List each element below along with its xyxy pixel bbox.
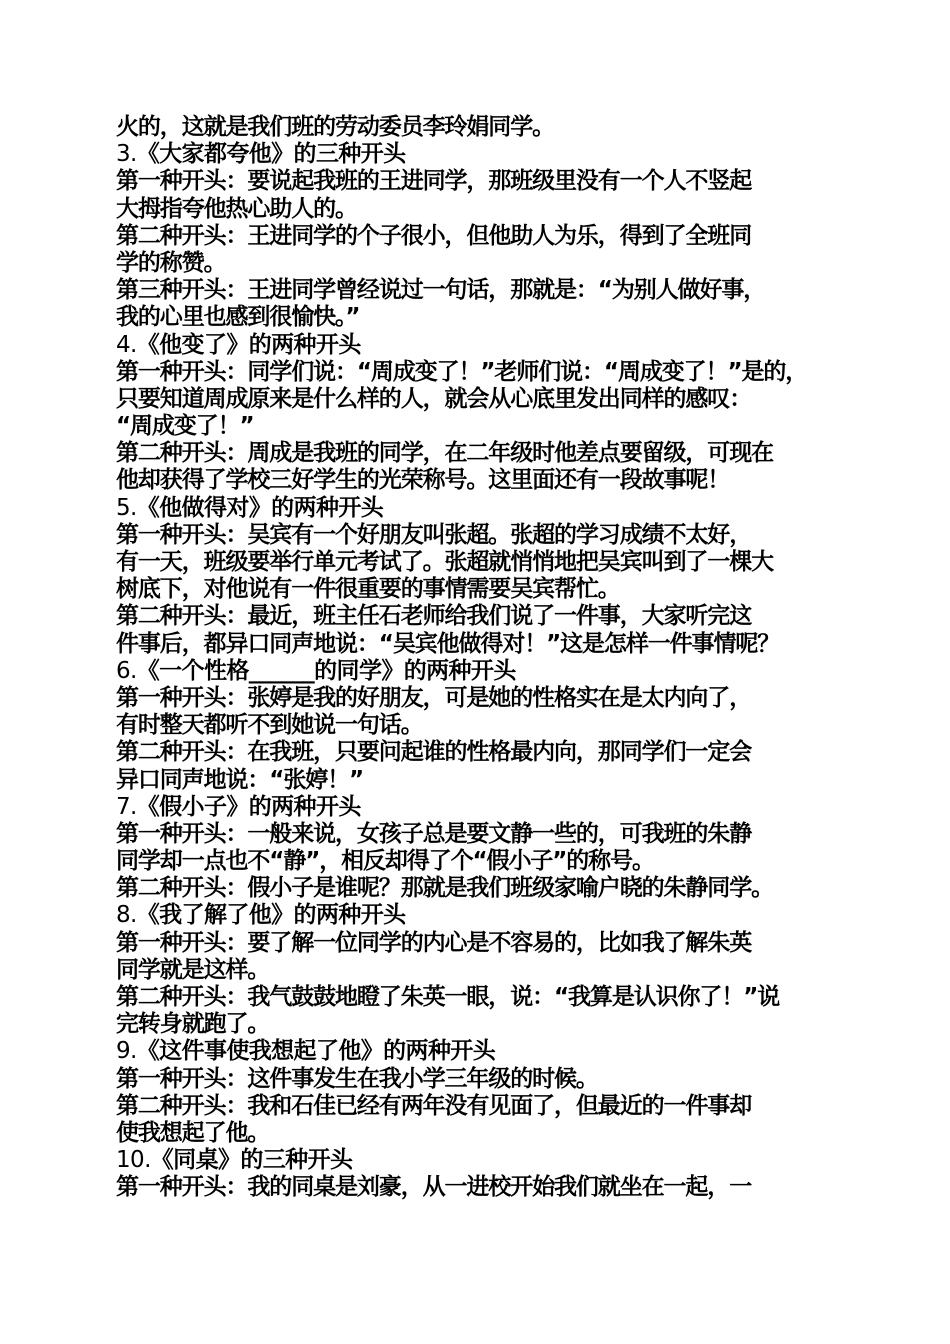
text-line: 只要知道周成原来是什么样的人，就会从心底里发出同样的感叹： <box>116 385 752 412</box>
section-number: 10. <box>116 1147 151 1174</box>
text-line: 第一种开头：要说起我班的王进同学，那班级里没有一个人不竖起 <box>116 168 752 195</box>
section-heading <box>116 902 846 929</box>
section-heading <box>116 658 846 685</box>
text-line: 树底下，对他说有一件很重要的事情需要吴宾帮忙。 <box>116 576 620 603</box>
text-line: 第二种开头：最近，班主任石老师给我们说了一件事，大家听完这 <box>116 603 752 630</box>
section-heading <box>116 1147 846 1174</box>
text-line: 第二种开头：在我班，只要问起谁的性格最内向，那同学们一定会 <box>116 739 752 766</box>
text-line: 第二种开头：周成是我班的同学，在二年级时他差点要留级，可现在 <box>116 440 774 467</box>
section-title: 《他做得对》的两种开头 <box>136 494 384 521</box>
section-number: 3. <box>116 141 137 168</box>
text-line: 第一种开头：吴宾有一个好朋友叫张超。张超的学习成绩不太好， <box>116 521 752 548</box>
text-line: 第二种开头：我和石佳已经有两年没有见面了，但最近的一件事却 <box>116 1092 752 1119</box>
text-line: 同学却一点也不“静”，相反却得了个“假小子”的称号。 <box>116 848 654 875</box>
text-line: 完转身就跑了。 <box>116 1011 270 1038</box>
section-title: 《一个性格______的同学》的两种开头 <box>136 657 516 684</box>
section-heading <box>116 794 846 821</box>
text-line: 第二种开头：王进同学的个子很小，但他助人为乐，得到了全班同 <box>116 222 752 249</box>
text-line: 异口同声地说：“张婷！” <box>116 766 364 793</box>
section-number: 8. <box>116 902 137 929</box>
text-line: 第一种开头：我的同桌是刘豪，从一进校开始我们就坐在一起，一 <box>116 1174 752 1201</box>
section-heading <box>116 495 846 522</box>
section-heading <box>116 141 846 168</box>
section-heading <box>116 1038 846 1065</box>
text-line: 第一种开头：这件事发生在我小学三年级的时候。 <box>116 1065 598 1092</box>
text-line: 第一种开头：一般来说，女孩子总是要文静一些的，可我班的朱静 <box>116 820 752 847</box>
text-line: 同学就是这样。 <box>116 956 270 983</box>
section-title: 《我了解了他》的两种开头 <box>136 902 406 929</box>
text-line: 第一种开头：同学们说：“周成变了！”老师们说：“周成变了！”是的， <box>116 358 808 385</box>
text-line: 第三种开头：王进同学曾经说过一句话，那就是：“为别人做好事， <box>116 277 766 304</box>
text-line: “周成变了！” <box>116 413 254 440</box>
section-heading <box>116 332 846 359</box>
section-number: 6. <box>116 657 137 684</box>
text-line: 有一天，班级要举行单元考试了。张超就悄悄地把吴宾叫到了一棵大 <box>116 549 774 575</box>
text-line: 件事后，都异口同声地说：“吴宾他做得对！”这是怎样一件事情呢？ <box>116 630 780 657</box>
text-line: 第一种开头：要了解一位同学的内心是不容易的，比如我了解朱英 <box>116 929 752 956</box>
section-title: 《假小子》的两种开头 <box>136 793 361 820</box>
section-title: 《大家都夸他》的三种开头 <box>136 141 406 168</box>
section-number: 7. <box>116 793 137 820</box>
section-title: 《这件事使我想起了他》的两种开头 <box>136 1038 496 1065</box>
text-line: 第一种开头：张婷是我的好朋友，可是她的性格实在是太内向了， <box>116 684 752 711</box>
text-line: 火的，这就是我们班的劳动委员李玲娟同学。 <box>116 114 555 140</box>
text-line: 使我想起了他。 <box>116 1119 270 1146</box>
text-line: 大拇指夸他热心助人的。 <box>116 195 357 222</box>
text-line: 他却获得了学校三好学生的光荣称号。这里面还有一段故事呢！ <box>116 467 730 494</box>
text-line: 第二种开头：我气鼓鼓地瞪了朱英一眼，说：“我算是认识你了！”说 <box>116 984 780 1010</box>
section-title: 《同桌》的三种开头 <box>150 1147 353 1174</box>
section-number: 5. <box>116 494 137 521</box>
text-line: 学的称赞。 <box>116 249 226 276</box>
section-number: 4. <box>116 331 137 358</box>
document-body <box>116 114 846 1202</box>
section-number: 9. <box>116 1038 137 1065</box>
section-title: 《他变了》的两种开头 <box>136 331 361 358</box>
text-line: 我的心里也感到很愉快。” <box>116 304 360 331</box>
text-line: 第二种开头：假小子是谁呢？那就是我们班级家喻户晓的朱静同学。 <box>116 875 774 902</box>
text-line: 有时整天都听不到她说一句话。 <box>116 712 423 739</box>
